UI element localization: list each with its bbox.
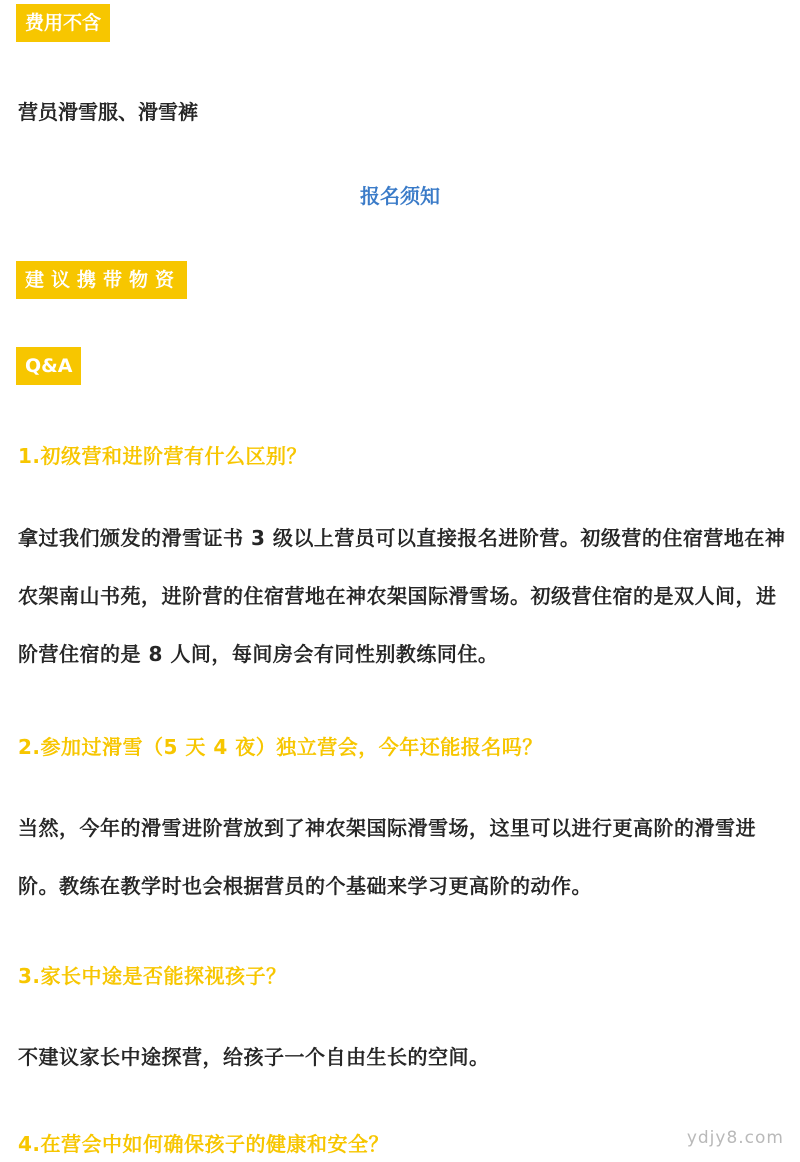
supplies-tag: 建议携带物资 xyxy=(16,261,187,299)
answer-2: 当然，今年的滑雪进阶营放到了神农架国际滑雪场，这里可以进行更高阶的滑雪进阶。教练在教学时也会根据营员的个基础来学习更高阶的动作。 xyxy=(18,816,756,898)
qa-tag: Q&A xyxy=(16,347,81,385)
answer-1: 拿过我们颁发的滑雪证书 3 级以上营员可以直接报名进阶营。初级营的住宿营地在神农架南山书苑，进阶营的住宿营地在神农架国际滑雪场。初级营住宿的是双人间，进阶营住宿的是 8 人间，每间房会有同性别教练同住。 xyxy=(18,526,786,666)
registration-title: 报名须知 xyxy=(360,184,440,208)
question-4: 4.在营会中如何确保孩子的健康和安全？ xyxy=(18,1132,390,1156)
fee-excluded-tag: 费用不含 xyxy=(16,4,110,42)
fee-excluded-text: 营员滑雪服、滑雪裤 xyxy=(18,100,198,124)
question-3: 3.家长中途是否能探视孩子？ xyxy=(18,964,287,988)
question-1: 1.初级营和进阶营有什么区别？ xyxy=(18,444,308,468)
question-2: 2.参加过滑雪（5 天 4 夜）独立营会，今年还能报名吗？ xyxy=(18,735,543,759)
answer-3: 不建议家长中途探营，给孩子一个自由生长的空间。 xyxy=(18,1045,490,1069)
watermark-text: ydjy8.com xyxy=(686,1128,784,1148)
